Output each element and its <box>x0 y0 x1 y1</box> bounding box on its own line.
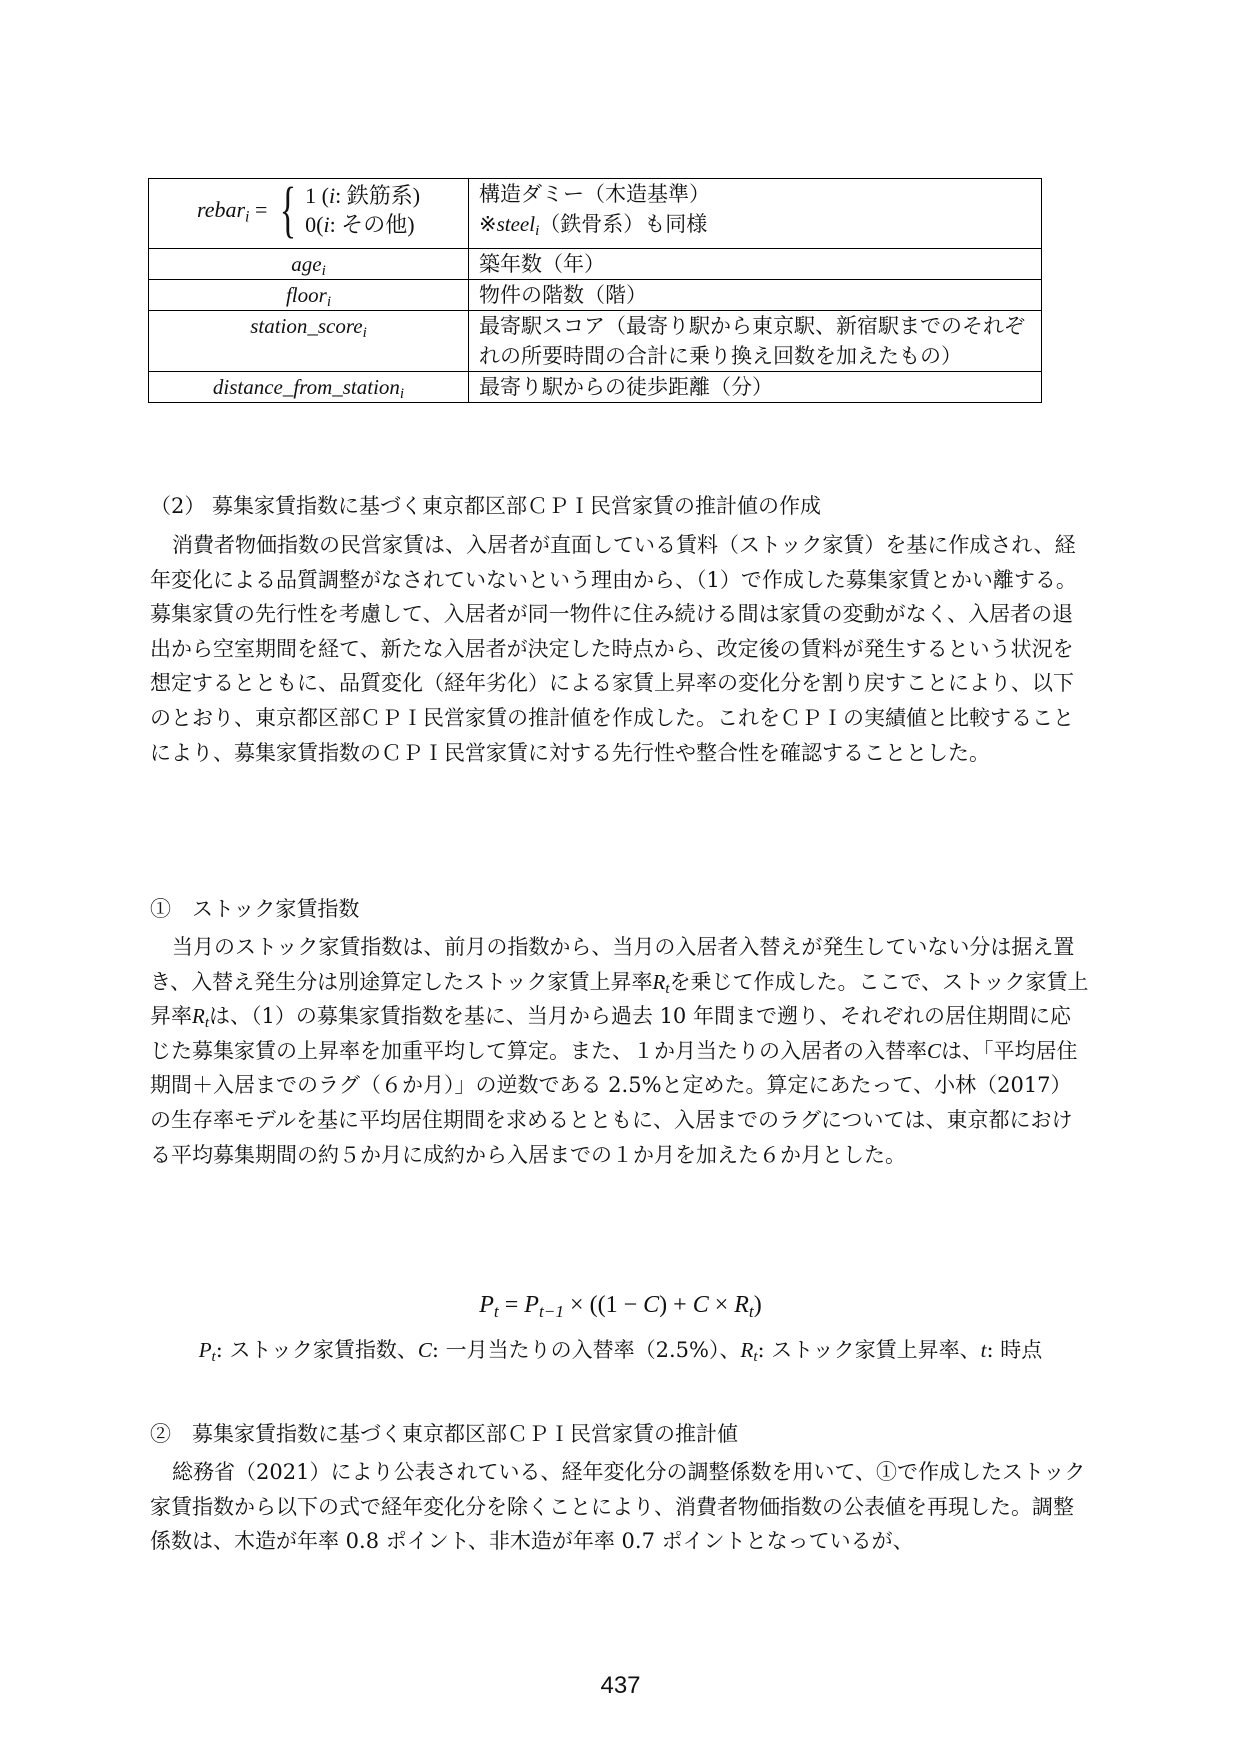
rebar-description-cell <box>469 179 1042 249</box>
rate-symbol: R <box>652 969 666 994</box>
table-row <box>149 280 1042 311</box>
turnover-symbol: C <box>927 1038 942 1063</box>
subsection-2-body: 総務省（2021）により公表されている、経年変化分の調整係数を用いて、①で作成したストック家賃指数から以下の式で経年変化分を除くことにより、消費者物価指数の公表値を再現した。調整係数は、木造が年率 0.8 ポイント、非木造が年率 0.7 ポイントとなっているが、 <box>150 1460 1086 1554</box>
stock-rent-equation: $P_t = P_{t-1} \times ((1 - C) + C \times R_t)$ <box>479 1292 762 1321</box>
left-brace-icon: { <box>280 176 297 244</box>
rate-symbol: R <box>192 1004 205 1029</box>
age-variable-cell: age$_i$ <box>149 249 469 280</box>
rebar-formula <box>196 176 421 244</box>
page-number: 437 <box>600 1672 641 1699</box>
floor-variable-cell: floor$_i$ <box>149 280 469 311</box>
rebar-case-1: 1 (i: 鉄筋系) <box>305 183 421 208</box>
distance-description-cell: 最寄り駅からの徒歩距離（分） <box>469 372 1042 403</box>
steel-symbol: steel <box>496 212 536 236</box>
table-row <box>149 311 1042 372</box>
rebar-subscript: i <box>245 208 250 226</box>
rebar-description-line2: ※steel$_i$（鉄骨系）も同様 <box>479 212 708 240</box>
equation-legend: $P_t$: ストック家賃指数、C: 一月当たりの入替率（2.5%）、$R_t$: ストック家賃上昇率、t: 時点 <box>198 1338 1043 1366</box>
section-2-body: 消費者物価指数の民営家賃は、入居者が直面している賃料（ストック家賃）を基に作成され、経年変化による品質調整がなされていないという理由から、（1）で作成した募集家賃とかい離する。募集家賃の先行性を考慮して、入居者が同一物件に住み続ける間は家賃の変動がなく、入居者の退出から空室期間を経て、新たな入居者が決定した時点から、改定後の賃料が発生するという状況を想定するとともに、品質変化（経年劣化）による家賃上昇率の変化分を割り戻すことにより、以下のとおり、東京都区部ＣＰＩ民営家賃の推計値を作成した。これをＣＰＩの実績値と比較することにより、募集家賃指数のＣＰＩ民営家賃に対する先行性や整合性を確認することとした。 <box>150 533 1077 765</box>
floor-description-cell: 物件の階数（階） <box>469 280 1042 311</box>
subsection-2-heading: ② 募集家賃指数に基づく東京都区部ＣＰＩ民営家賃の推計値 <box>150 1422 738 1446</box>
distance-variable-cell: distance_from_station$_i$ <box>149 372 469 403</box>
table-row <box>149 249 1042 280</box>
rebar-description-line1: 構造ダミー（木造基準） <box>479 182 710 206</box>
rebar-symbol: rebar <box>196 197 246 222</box>
subsection-1-body: 当月のストック家賃指数は、前月の指数から、当月の入居者入替えが発生していない分は据え置き、入替え発生分は別途算定したストック家賃上昇率$R_t$を乗じて作成した。ここで、ストック家賃上昇率$R_t$は、（1）の募集家賃指数を基に、当月から過去 10 年間まで遡り、それぞれの居住期間に応じた募集家賃の上昇率を加重平均して算定。また、１か月当たりの入居者の入替率Cは、「平均居住期間＋入居までのラグ（６か月）」の逆数である 2.5%と定めた。算定にあたって、小林（2017）の生存率モデルを基に平均居住期間を求めるとともに、入居までのラグについては、東京都における平均募集期間の約５か月に成約から入居までの１か月を加えた６か月とした。 <box>150 935 1089 1167</box>
subsection-1-heading: ① ストック家賃指数 <box>150 897 360 921</box>
equals-sign: = <box>254 197 268 222</box>
table-row <box>149 179 1042 249</box>
section-2-heading: （2） 募集家賃指数に基づく東京都区部ＣＰＩ民営家賃の推計値の作成 <box>150 494 822 518</box>
variable-definition-table <box>148 178 1042 403</box>
station-score-variable-cell: station_score$_i$ <box>149 311 469 372</box>
age-description-cell: 築年数（年） <box>469 249 1042 280</box>
rebar-variable-cell <box>149 176 469 249</box>
station-score-description-cell: 最寄駅スコア（最寄り駅から東京駅、新宿駅までのそれぞれの所要時間の合計に乗り換え回数を加えたもの） <box>469 311 1042 372</box>
rebar-case-2: 0(i: その他) <box>305 212 415 237</box>
table-row <box>149 372 1042 403</box>
